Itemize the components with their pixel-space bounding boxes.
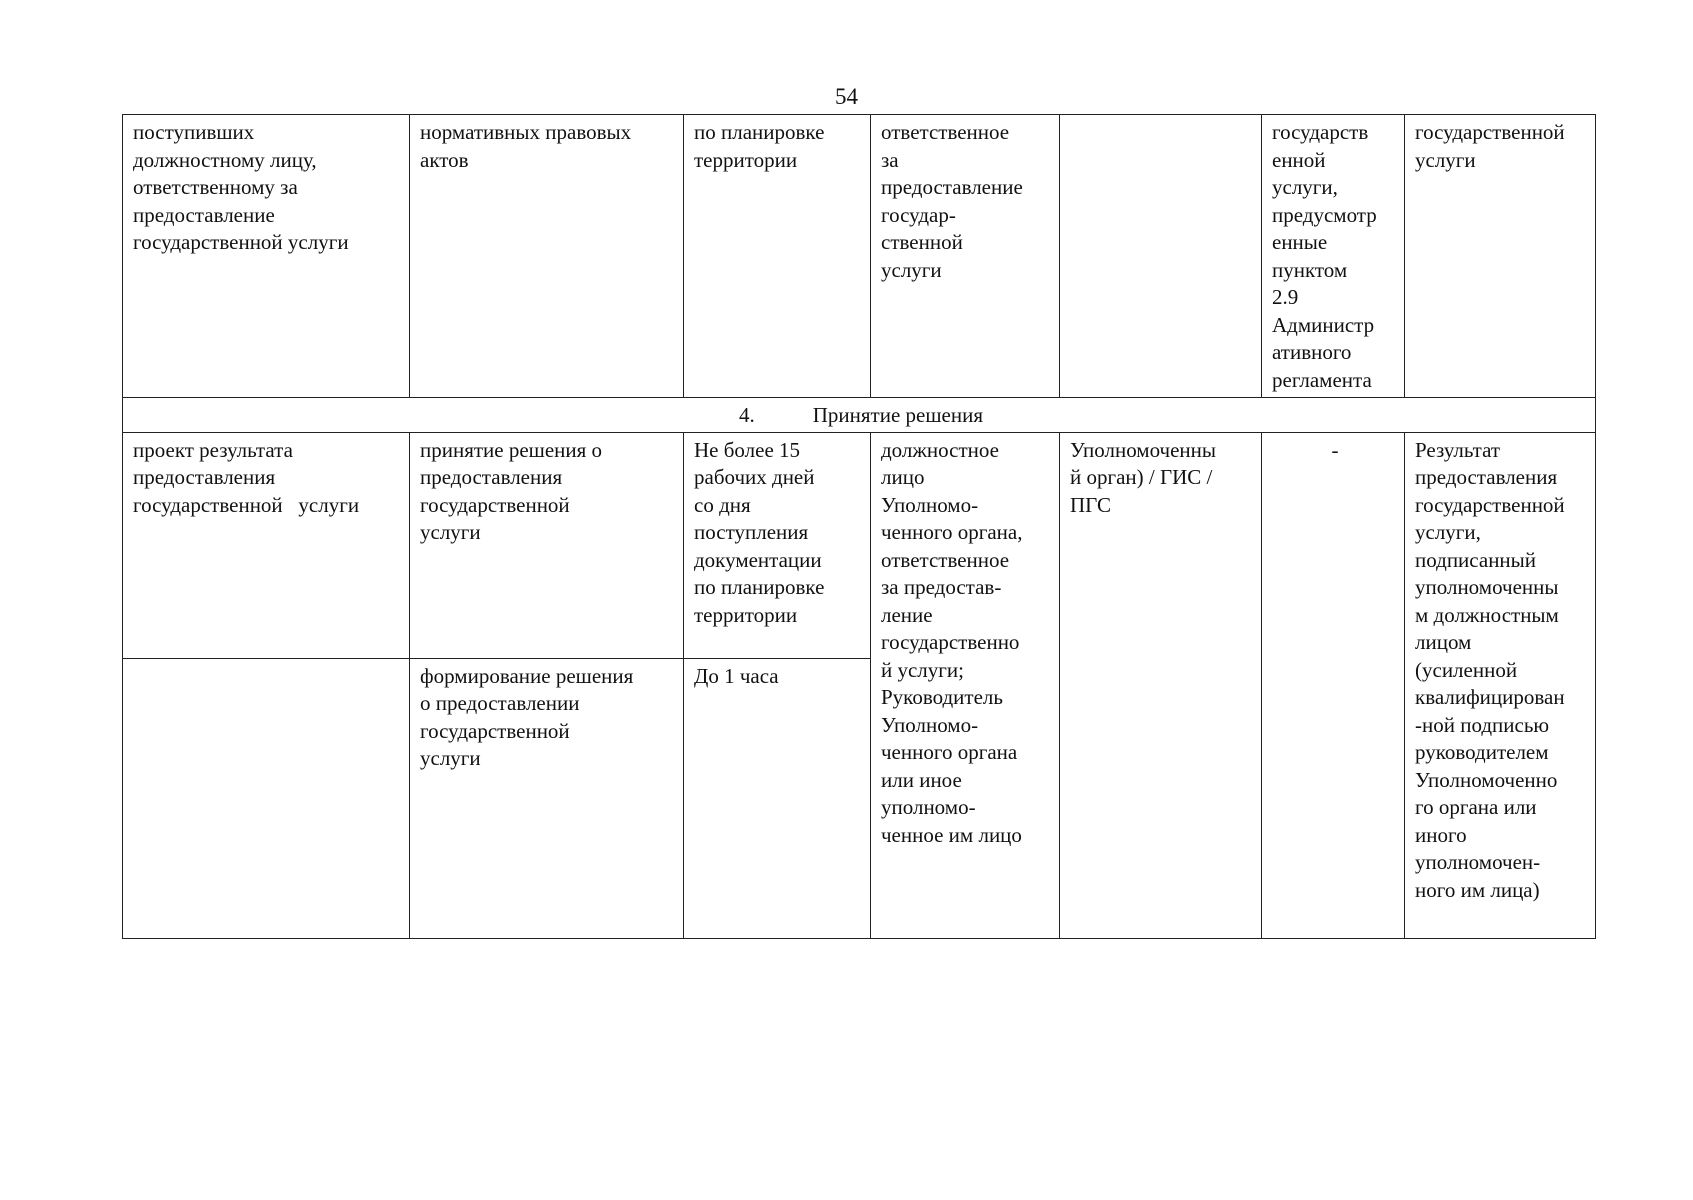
cell-line: й услуги;: [881, 657, 964, 682]
cell-line: формирование решения: [420, 663, 634, 688]
cell-line: по планировке: [694, 575, 825, 599]
cell-line: м должностным: [1415, 602, 1559, 627]
cell-line: пунктом: [1272, 257, 1348, 282]
cell-line: за предостав-: [881, 575, 1002, 599]
cell-top-4: [871, 115, 1060, 398]
cell-line: услуги,: [1272, 175, 1338, 199]
section-number: 4.: [739, 403, 755, 427]
section-title: Принятие решения: [812, 403, 983, 427]
section-heading: [123, 398, 1596, 433]
cell-line: территории: [694, 602, 798, 627]
cell-line: предоставления: [420, 465, 563, 489]
cell-form-2: [410, 658, 684, 938]
cell-line: государственно: [881, 630, 1020, 654]
cell-line: должностное: [881, 437, 999, 462]
cell-line: уполномочен-: [1415, 850, 1541, 874]
cell-line: нормативных правовых: [420, 120, 632, 144]
cell-line: государственной: [420, 492, 570, 517]
cell-line: актов: [420, 147, 469, 172]
cell-line: Уполномо-: [881, 712, 979, 737]
cell-line: го органа или: [1415, 795, 1537, 819]
cell-line: предусмотр: [1272, 202, 1377, 227]
cell-line: документации: [694, 547, 822, 572]
cell-line: ответственное: [881, 547, 1010, 572]
cell-line: квалифицирован: [1415, 685, 1565, 709]
cell-line: услуги: [881, 257, 942, 282]
cell-line: енной: [1272, 147, 1326, 172]
cell-top-2: [410, 115, 684, 398]
cell-line: предоставления: [133, 465, 276, 489]
cell-line: 2.9: [1272, 285, 1299, 309]
cell-line: предоставление: [881, 175, 1023, 199]
cell-line: Администр: [1272, 312, 1375, 337]
cell-line: ПГС: [1070, 492, 1112, 517]
cell-line: предоставления: [1415, 465, 1558, 489]
cell-line: проект результата: [133, 437, 293, 462]
cell-top-5: [1060, 115, 1262, 398]
cell-line: ченного органа,: [881, 520, 1023, 544]
cell-line: услуги: [420, 520, 481, 544]
cell-line: ответственному за: [133, 175, 298, 199]
cell-decision-7: [1405, 432, 1596, 938]
cell-top-6: [1262, 115, 1405, 398]
cell-line: регламента: [1272, 367, 1372, 392]
cell-line: государственной услуги: [133, 492, 360, 517]
cell-line: услуги: [420, 746, 481, 770]
cell-line: лицом: [1415, 630, 1472, 654]
page-number: 54: [835, 84, 858, 109]
cell-line: государств: [1272, 120, 1369, 144]
cell-line: поступления: [694, 520, 809, 544]
cell-line: за: [881, 147, 899, 172]
section-row: [123, 398, 1596, 433]
cell-line: (усиленной: [1415, 657, 1518, 682]
cell-line: -: [1331, 437, 1339, 462]
cell-line: ативного: [1272, 340, 1352, 364]
cell-line: ченное им лицо: [881, 822, 1022, 847]
cell-line: должностному лицу,: [133, 147, 317, 172]
cell-line: руководителем: [1415, 740, 1549, 764]
cell-line: государственной услуги: [133, 230, 349, 254]
cell-line: ственной: [881, 230, 963, 254]
table-row-top: [123, 115, 1596, 398]
table-row-decision: [123, 432, 1596, 658]
cell-line: ответственное: [881, 120, 1010, 144]
cell-line: лицо: [881, 465, 925, 489]
cell-top-1: [123, 115, 410, 398]
cell-line: Уполномоченно: [1415, 767, 1558, 792]
cell-decision-6: [1262, 432, 1405, 938]
cell-line: по планировке: [694, 120, 825, 144]
cell-line: ление: [881, 602, 933, 627]
cell-line: услуги,: [1415, 520, 1481, 544]
cell-line: территории: [694, 147, 798, 172]
procedure-table: [122, 114, 1596, 939]
cell-line: государ-: [881, 202, 956, 227]
cell-decision-1: [123, 432, 410, 658]
cell-line: уполномо-: [881, 795, 976, 819]
cell-line: услуги: [1415, 147, 1476, 172]
cell-line: До 1 часа: [694, 663, 779, 688]
cell-top-3: [684, 115, 871, 398]
cell-line: предоставление: [133, 202, 275, 227]
cell-line: Уполномоченны: [1070, 437, 1217, 462]
cell-line: поступивших: [133, 120, 255, 144]
cell-line: Руководитель: [881, 685, 1003, 709]
cell-decision-4: [871, 432, 1060, 938]
cell-line: подписанный: [1415, 547, 1537, 572]
cell-line: енные: [1272, 230, 1328, 254]
cell-line: Не более 15: [694, 437, 801, 462]
cell-line: Уполномо-: [881, 492, 979, 517]
cell-line: уполномоченны: [1415, 575, 1559, 599]
cell-form-3: [684, 658, 871, 938]
cell-top-7: [1405, 115, 1596, 398]
cell-line: ченного органа: [881, 740, 1018, 764]
cell-line: иного: [1415, 822, 1467, 847]
cell-line: -ной подписью: [1415, 712, 1550, 737]
cell-line: ного им лица): [1415, 877, 1540, 902]
cell-line: со дня: [694, 492, 751, 517]
cell-form-1: [123, 658, 410, 938]
cell-line: государственной: [420, 718, 570, 743]
cell-line: о предоставлении: [420, 691, 580, 715]
cell-line: Результат: [1415, 437, 1501, 462]
cell-decision-3: [684, 432, 871, 658]
cell-line: или иное: [881, 767, 962, 792]
cell-line: рабочих дней: [694, 465, 815, 489]
cell-line: государственной: [1415, 492, 1565, 517]
cell-decision-2: [410, 432, 684, 658]
cell-line: государственной: [1415, 120, 1565, 144]
cell-line: принятие решения о: [420, 437, 603, 462]
cell-line: й орган) / ГИС /: [1070, 465, 1213, 489]
cell-decision-5: [1060, 432, 1262, 938]
